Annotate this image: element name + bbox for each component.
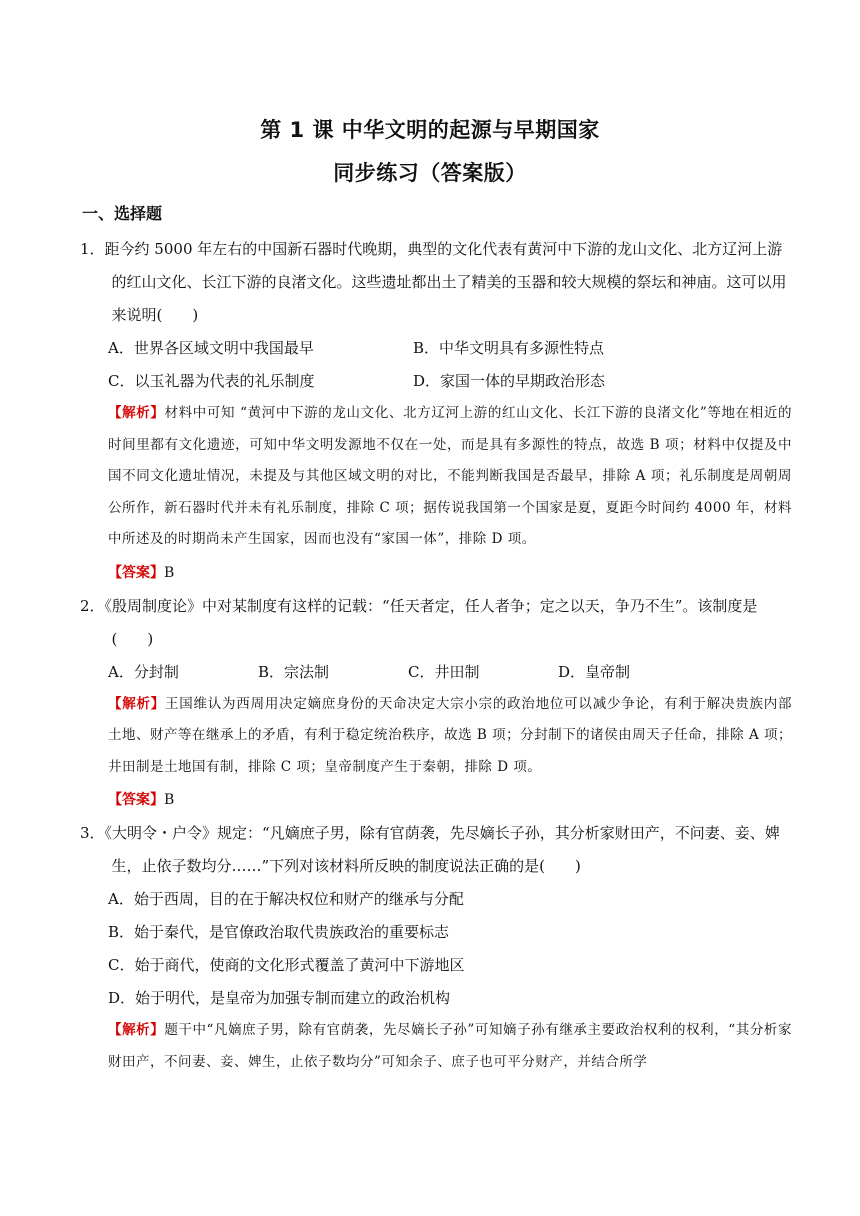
question-1: [80, 233, 792, 590]
option-d: D．始于明代，是皇帝为加强专制而建立的政治机构: [108, 989, 451, 1007]
section-heading: 一、选择题: [82, 204, 163, 223]
answer-block: [80, 783, 792, 817]
option-c: C．始于商代，使商的文化形式覆盖了黄河中下游地区: [108, 956, 465, 974]
answer-value: B: [164, 792, 175, 808]
analysis-tag: 【解析】: [108, 1022, 165, 1038]
question-stem: 1．距今约 5000 年左右的中国新石器时代晚期，典型的文化代表有黄河中下游的龙山文化、北方辽河上游的红山文化、长江下游的良渚文化。这些遗址都出土了精美的玉器和较大规模的祭坛和神庙。这可以用来说明( ): [80, 240, 787, 324]
analysis-tag: 【解析】: [108, 405, 165, 421]
question-stem: 3．《大明令・户令》规定：“凡嫡庶子男，除有官荫袭，先尽嫡长子孙，其分析家财田产，不问妻、妾、婢生，止依子数均分……”下列对该材料所反映的制度说法正确的是( ): [80, 824, 780, 875]
lesson-subtitle: 同步练习（答案版）: [333, 161, 527, 185]
analysis-text: 王国维认为西周用决定嫡庶身份的天命决定大宗小宗的政治地位可以减少争论，有利于解决贵族内部土地、财产等在继承上的矛盾，有利于稳定统治秩序，故选 B 项；分封制下的诸侯由周天子任命，排除 A 项；井田制是土地国有制，排除 C 项；皇帝制度产生于秦朝，排除 D 项。: [108, 695, 793, 775]
option-c: C．井田制: [408, 662, 480, 681]
option-d: D．家国一体的早期政治形态: [413, 372, 606, 390]
option-b: B．始于秦代，是官僚政治取代贵族政治的重要标志: [108, 923, 450, 941]
answer-value: B: [164, 564, 175, 581]
answer-tag: 【答案】: [108, 792, 164, 808]
analysis-block: [80, 689, 792, 784]
answer-block: [80, 556, 792, 590]
option-a: A．始于西周，目的在于解决权位和财产的继承与分配: [108, 890, 464, 908]
question-3: [80, 817, 792, 1078]
analysis-block: [80, 1015, 792, 1078]
option-b: B．宗法制: [258, 662, 330, 681]
option-b: B．中华文明具有多源性特点: [413, 339, 605, 357]
option-c: C．以玉礼器为代表的礼乐制度: [108, 372, 315, 390]
options-list: [80, 883, 792, 1015]
option-d: D．皇帝制: [558, 662, 631, 681]
options-grid: [80, 656, 792, 689]
analysis-block: [80, 398, 792, 556]
question-stem: 2．《殷周制度论》中对某制度有这样的记载：“任天者定，任人者争；定之以天，争乃不生”。该制度是( ): [80, 596, 758, 648]
questions-list: [80, 233, 792, 1078]
analysis-tag: 【解析】: [108, 695, 166, 712]
option-a: A．世界各区域文明中我国最早: [108, 339, 314, 357]
analysis-text: 题干中“凡嫡庶子男，除有官荫袭，先尽嫡长子孙”可知嫡子孙有继承主要政治权利的权利，“其分析家财田产，不问妻、妾、婢生，止依子数均分”可知余子、庶子也可平分财产，并结合所学: [108, 1022, 792, 1070]
lesson-title: 第 1 课 中华文明的起源与早期国家: [260, 118, 600, 142]
question-2: [80, 590, 792, 818]
analysis-text: 材料中可知 “黄河中下游的龙山文化、北方辽河上游的红山文化、长江下游的良渚文化”等地在相近的时间里都有文化遗迹，可知中华文明发源地不仅在一处，而是具有多源性的特点，故选 B 项；材料中仅提及中国不同文化遗址情况，未提及与其他区域文明的对比，不能判断我国是否最早，排除 A 项；礼乐制度是周朝周公所作，新石器时代并未有礼乐制度，排除 C 项；据传说我国第一个国家是夏，夏距今时间约 4000 年，材料中所述及的时期尚未产生国家，因而也没有“家国一体”，排除 D 项。: [108, 405, 793, 547]
options-grid: [80, 332, 792, 398]
answer-tag: 【答案】: [108, 564, 164, 581]
option-a: A．分封制: [108, 662, 179, 681]
